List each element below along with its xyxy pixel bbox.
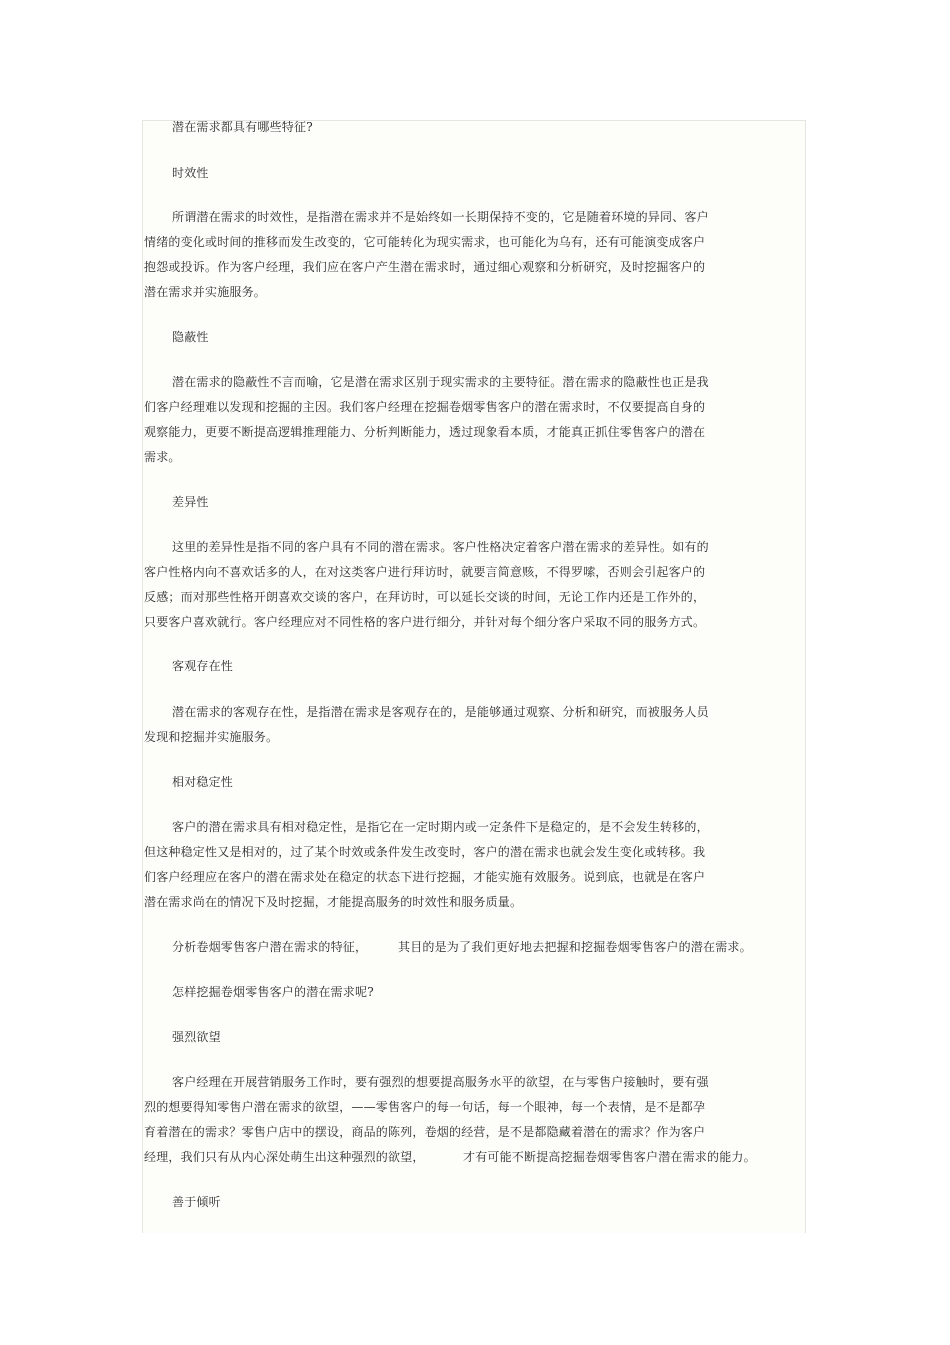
paragraph-line: 所谓潜在需求的时效性，是指潜在需求并不是始终如一长期保持不变的，它是随着环境的异同、客户	[172, 210, 709, 224]
paragraph-line-part2: 才有可能不断提高挖掘卷烟零售客户潜在需求的能力。	[463, 1150, 756, 1164]
summary-line-part2: 其目的是为了我们更好地去把握和挖掘卷烟零售客户的潜在需求。	[398, 940, 752, 954]
paragraph-line: 观察能力，更要不断提高逻辑推理能力、分析判断能力，透过现象看本质，才能真正抓住零售客户的潜在	[144, 425, 706, 439]
question-2: 怎样挖掘卷烟零售客户的潜在需求呢?	[172, 985, 374, 999]
summary-line-part1: 分析卷烟零售客户潜在需求的特征，	[172, 940, 368, 954]
paragraph-line: 情绪的变化或时间的推移而发生改变的，它可能转化为现实需求，也可能化为乌有，还有可能演变成客户	[144, 235, 706, 249]
paragraph-line: 发现和挖掘并实施服务。	[144, 730, 279, 744]
paragraph-line: 这里的差异性是指不同的客户具有不同的潜在需求。客户性格决定着客户潜在需求的差异性。如有的	[172, 540, 709, 554]
paragraph-line: 潜在需求的隐蔽性不言而喻，它是潜在需求区别于现实需求的主要特征。潜在需求的隐蔽性也正是我	[172, 375, 709, 389]
section-heading: 时效性	[172, 166, 209, 180]
paragraph-line: 客户经理在开展营销服务工作时，要有强烈的想要提高服务水平的欲望，在与零售户接触时，要有强	[172, 1075, 709, 1089]
paragraph-line: 烈的想要得知零售户潜在需求的欲望，——零售客户的每一句话，每一个眼神，每一个表情，是不是都孕	[144, 1100, 706, 1114]
paragraph-line: 抱怨或投诉。作为客户经理，我们应在客户产生潜在需求时，通过细心观察和分析研究，及时挖掘客户的	[144, 260, 706, 274]
paragraph-line: 只要客户喜欢就行。客户经理应对不同性格的客户进行细分，并针对每个细分客户采取不同的服务方式。	[144, 615, 706, 629]
paragraph-line: 反感；而对那些性格开朗喜欢交谈的客户，在拜访时，可以延长交谈的时间，无论工作内还是工作外的，	[144, 590, 706, 604]
section-heading: 相对稳定性	[172, 775, 234, 789]
paragraph-line: 潜在需求并实施服务。	[144, 285, 267, 299]
paragraph-line: 潜在需求的客观存在性，是指潜在需求是客观存在的，是能够通过观察、分析和研究，而被服务人员	[172, 705, 709, 719]
paragraph-line: 需求。	[144, 450, 181, 464]
paragraph-line: 育着潜在的需求？零售户店中的摆设，商品的陈列，卷烟的经营，是不是都隐藏着潜在的需求？作为客户	[144, 1125, 706, 1139]
question-title: 潜在需求都具有哪些特征?	[172, 120, 313, 134]
paragraph-line: 们客户经理应在客户的潜在需求处在稳定的状态下进行挖掘，才能实施有效服务。说到底，也就是在客户	[144, 870, 706, 884]
section-heading: 差异性	[172, 495, 209, 509]
paragraph-line: 们客户经理难以发现和挖掘的主因。我们客户经理在挖掘卷烟零售客户的潜在需求时，不仅要提高自身的	[144, 400, 706, 414]
paragraph-line: 客户性格内向不喜欢话多的人，在对这类客户进行拜访时，就要言简意赅，不得罗嗦，否则会引起客户的	[144, 565, 706, 579]
section-heading: 强烈欲望	[172, 1030, 221, 1044]
section-heading: 隐蔽性	[172, 330, 209, 344]
paragraph-line: 但这种稳定性又是相对的，过了某个时效或条件发生改变时，客户的潜在需求也就会发生变化或转移。我	[144, 845, 706, 859]
section-heading: 客观存在性	[172, 659, 234, 673]
paragraph-line: 客户的潜在需求具有相对稳定性，是指它在一定时期内或一定条件下是稳定的，是不会发生转移的，	[172, 820, 709, 834]
paragraph-line: 潜在需求尚在的情况下及时挖掘，才能提高服务的时效性和服务质量。	[144, 895, 523, 909]
section-heading: 善于倾听	[172, 1195, 221, 1209]
paragraph-line-part1: 经理，我们只有从内心深处萌生出这种强烈的欲望，	[144, 1150, 425, 1164]
